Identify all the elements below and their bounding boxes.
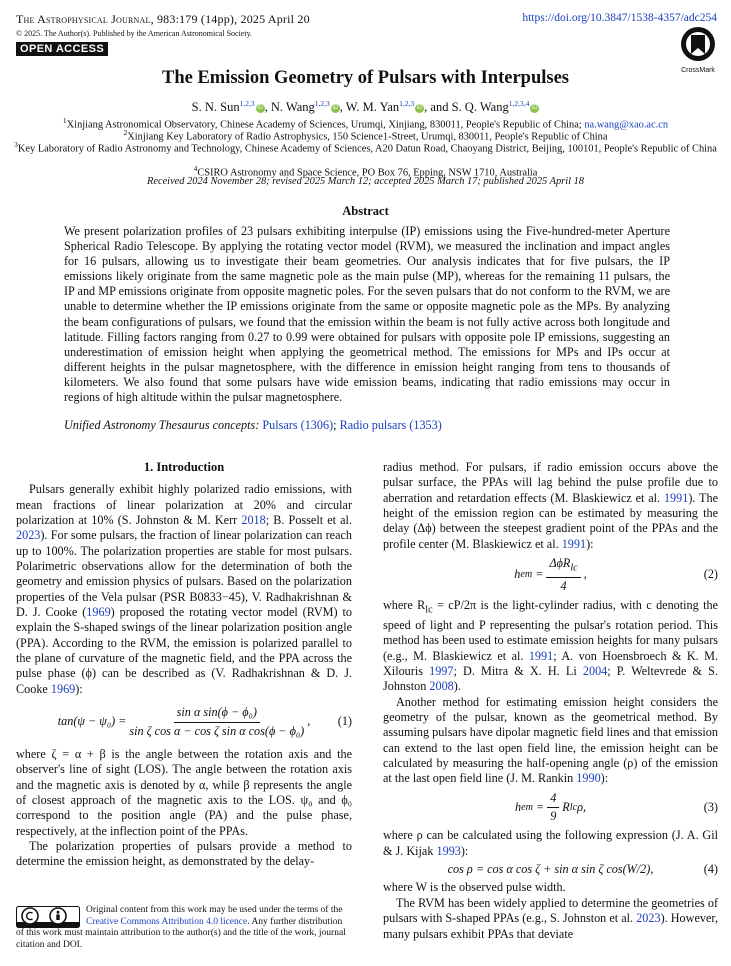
equation-1: tan(ψ − ψ₀) = $\frac{\text{sin α sin(ϕ − ϕ₀)}}{\text{sin ζ cos α − cos ζ sin α cos(ϕ − ϕ₀)}}$ , (1)	[57, 705, 352, 738]
open-access-badge: OPEN ACCESS	[16, 42, 108, 56]
reference-link[interactable]: 1969	[86, 605, 111, 620]
journal-citation: , 983:179 (14pp), 2025 April 20	[150, 12, 310, 26]
paragraph: radius method. For pulsars, if radio emission occurs above the pulsar surface, the PPAs will lag behind the pulse profile due to aberration and retardation effects (M. Blaskiewicz et al. 1991). The height of the emission region can be estimated by measuring the delay (Δϕ) between the steepest gradient point of the PPAs and the profile center (M. Blaskiewicz et al. 1991):	[383, 460, 718, 551]
paragraph: where W is the observed pulse width.	[383, 880, 566, 895]
uat-link-pulsars[interactable]: Pulsars (1306)	[262, 418, 334, 432]
reference-link[interactable]: 1990	[576, 771, 601, 786]
author-list: S. N. Sun$^{1,2,3}$iD , N. Wang$^{1,2,3}$iD , W. M. Yan$^{1,2,3}$iD , and S. Q. Wang$^{1,2,3,4}$iD	[191, 99, 538, 115]
paragraph: Pulsars generally exhibit highly polarized radio emissions, with mean fractions of linear polarization at 20% and circular polarization at 10% (S. Johnston & M. Kerr 2018; B. Posselt et al. 2023). For some pulsars, the fraction of linear polarization can reach up to 100%. The polarization properties are stable for most pulsars. Polarimetric observations allow for the determination of both the geometry and emission physics of pulsars. Based on the polarization properties of the Vela pulsar (PSR B0833−45), V. Radhakrishnan & D. J. Cooke (1969) proposed the rotating vector model (RVM) to explain the S-shaped swings of the linear polarization position angle (PPA). According to the RVM, the emission is polarized parallel to the plane of curvature of the magnetic field, and the PPA across the pulse phase (ϕ) can be described as (V. Radhakrishnan & D. J. Cooke 1969):	[16, 482, 352, 696]
abstract-text: We present polarization profiles of 23 pulsars exhibiting interpulse (IP) emissions using the Five-hundred-meter Aperture Spherical Radio Telescope. By applying the rotating vector model (RVM), we measured the inclination and impact angles for 16 pulsars, allowing us to investigate their beam geometries. Our analysis indicates that for five pulsars, the IP emissions likely originate from the same magnetic pole as the main pulse (MP), whereas for the remaining 11 pulsars, the IP and MP emissions originate from opposite magnetic poles. For the seven pulsars that do not conform to the RVM, we are unable to determine whether the IP emissions originate from the same or opposite magnetic pole as the MPs. By analyzing the beam configurations of pulsars, we found that the emission within the beam is not fully active across both longitude and latitude. Filling factors ranging from 0.27 to 0.99 were obtained for pulsars with opposite pole IP emissions, suggesting an underestimation of emission height when applying the geometrical method. The emissions for MPs and IPs occur at different heights in the pulsar magnetosphere, with the difference in emission height ranging from tens to thousands of kilometers. We also found that some pulsars have wide emission beams, indicating that radio emissions may occur in regions of high altitude within the pulsar magnetosphere.	[64, 224, 670, 405]
author-name: S. N. Sun	[191, 100, 240, 115]
left-column	[16, 460, 352, 870]
paragraph: The RVM has been widely applied to determine the geometries of pulsars with S-shaped PPAs (e.g., S. Johnston et al. 2023). However, many pulsars exhibit PPAs that deviate	[383, 895, 718, 941]
reference-link[interactable]: 1991	[663, 490, 689, 505]
uat-concepts: Unified Astronomy Thesaurus concepts: Pulsars (1306); Radio pulsars (1353)	[64, 418, 442, 432]
orcid-icon[interactable]: iD	[332, 105, 339, 112]
paragraph: where ρ can be calculated using the following expression (J. A. Gil & J. Kijak 1993):	[383, 828, 718, 858]
journal-name: The Astrophysical Journal	[16, 12, 151, 26]
author-affiliation-ref[interactable]: 1,2,3	[239, 99, 255, 108]
reference-link[interactable]: 2023	[16, 528, 41, 543]
crossmark-button[interactable]	[676, 26, 720, 74]
author-affiliation-ref[interactable]: 1,2,3	[399, 99, 415, 108]
reference-link[interactable]: 1997	[429, 664, 454, 678]
doi-link[interactable]: https://doi.org/10.3847/1538-4357/adc254	[522, 12, 717, 24]
reference-link[interactable]: 1993	[436, 843, 461, 858]
author-affiliation-ref[interactable]: 1,2,3	[314, 99, 330, 108]
crossmark-label: CrossMark	[681, 67, 715, 74]
equation-number: (4)	[703, 862, 718, 877]
reference-link[interactable]: 1991	[528, 648, 554, 663]
section-heading: 1. Introduction	[143, 460, 225, 474]
paragraph: Another method for estimating emission height considers the geometry of the pulsar, known as the geometrical method. By assuming pulsars have dipolar magnetic field lines and that emission can extend to the last open field line, the emission height can be calculated by measuring the half-opening angle (ρ) of the emission at the last open field line (J. M. Rankin 1990):	[383, 694, 718, 786]
paragraph: where $R_{lc} = cP/2\pi$ is the light-cylinder radius, with c denoting the speed of light and P representing the pulsar's rotation period. This method has been used to estimate emission heights for many pulsars (e.g., M. Blaskiewicz et al. 1991; A. von Hoensbroech & K. M. Xilouris 1997; D. Mitra & X. H. Li 2004; P. Weltevrede & S. Johnston 2008).	[383, 598, 718, 694]
reference-link[interactable]: 2004	[582, 664, 608, 678]
reference-link[interactable]: 1969	[50, 681, 76, 696]
cc-license-link[interactable]: Creative Commons Attribution 4.0 licence	[86, 916, 248, 927]
affiliation-3: $^3$Key Laboratory of Radio Astronomy and Technology, Chinese Academy of Sciences, A20 Datun Road, Chaoyang District, Beijing, 100101, People's Republic of China	[14, 140, 717, 155]
paragraph: where ζ = α + β is the angle between the rotation axis and the observer's line of sight (LOS). The angle between the rotation axis and the magnetic axis is denoted by α, while β represents the angle of closest approach of the magnetic axis to the LOS. ψ₀ and ϕ₀ correspond to the position angle (PA) and the pulse phase, respectively, at the inflection point of the PPAs.	[16, 746, 352, 838]
journal-header	[16, 12, 310, 27]
abstract-heading: Abstract	[342, 204, 389, 218]
received-dates: Received 2024 November 28; revised 2025 March 12; accepted 2025 March 17; published 2025 April 18	[147, 176, 584, 187]
author-name: N. Wang	[270, 100, 315, 115]
author-name: W. M. Yan	[345, 100, 400, 115]
affiliation-4: $^4$CSIRO Astronomy and Space Science, PO Box 76, Epping, NSW 1710, Australia	[193, 164, 538, 179]
equation-3: h em = $\frac{4}{9}$ R lc ρ, (3)	[514, 790, 718, 824]
affiliation-1: $^1$Xinjiang Astronomical Observatory, Chinese Academy of Sciences, Urumqi, Xinjiang, 830011, People's Republic of China; na.wang@xao.ac.cn	[62, 116, 669, 131]
right-column	[383, 460, 718, 942]
crossmark-icon	[680, 26, 716, 62]
uat-link-radio-pulsars[interactable]: Radio pulsars (1353)	[339, 418, 442, 432]
equation-2: h em = $\frac{\Delta\phi R_{lc}}{4}$ , (2)	[514, 556, 718, 593]
orcid-icon[interactable]: iD	[532, 105, 538, 112]
affiliation-2: $^2$Xinjiang Key Laboratory of Radio Astrophysics, 150 Science1-Street, Urumqi, 830011, People's Republic of China	[123, 128, 608, 143]
orcid-icon[interactable]: iD	[257, 105, 263, 112]
reference-link[interactable]: 2008	[429, 679, 454, 694]
reference-link[interactable]: 2023	[636, 911, 661, 926]
creative-commons-icon[interactable]	[16, 906, 80, 928]
equation-4: cos ρ = cos α cos ζ + sin α sin ζ cos(W/2), (4)	[447, 862, 718, 877]
reference-link[interactable]: 2018	[241, 513, 266, 528]
equation-number: (3)	[703, 799, 718, 814]
author-name: S. Q. Wang	[451, 100, 509, 115]
email-link[interactable]: na.wang@xao.ac.cn	[584, 119, 669, 131]
reference-link[interactable]: 1991	[561, 536, 587, 551]
equation-number: (1)	[337, 714, 352, 729]
equation-number: (2)	[703, 567, 718, 582]
paper-title: The Emission Geometry of Pulsars with Interpulses	[162, 68, 569, 88]
paragraph: The polarization properties of pulsars provide a method to determine the emission height, as demonstrated by the delay-	[16, 838, 352, 869]
copyright-line: © 2025. The Author(s). Published by the American Astronomical Society.	[16, 29, 253, 38]
author-affiliation-ref[interactable]: 1,2,3,4	[508, 99, 530, 108]
license-notice: Original content from this work may be used under the terms of the Creative Commons Attribution 4.0 licence. Any further distribution of this work must maintain attribution to the author(s) and the title of the work, journal citation and DOI.	[16, 905, 346, 950]
orcid-icon[interactable]: iD	[416, 105, 423, 112]
